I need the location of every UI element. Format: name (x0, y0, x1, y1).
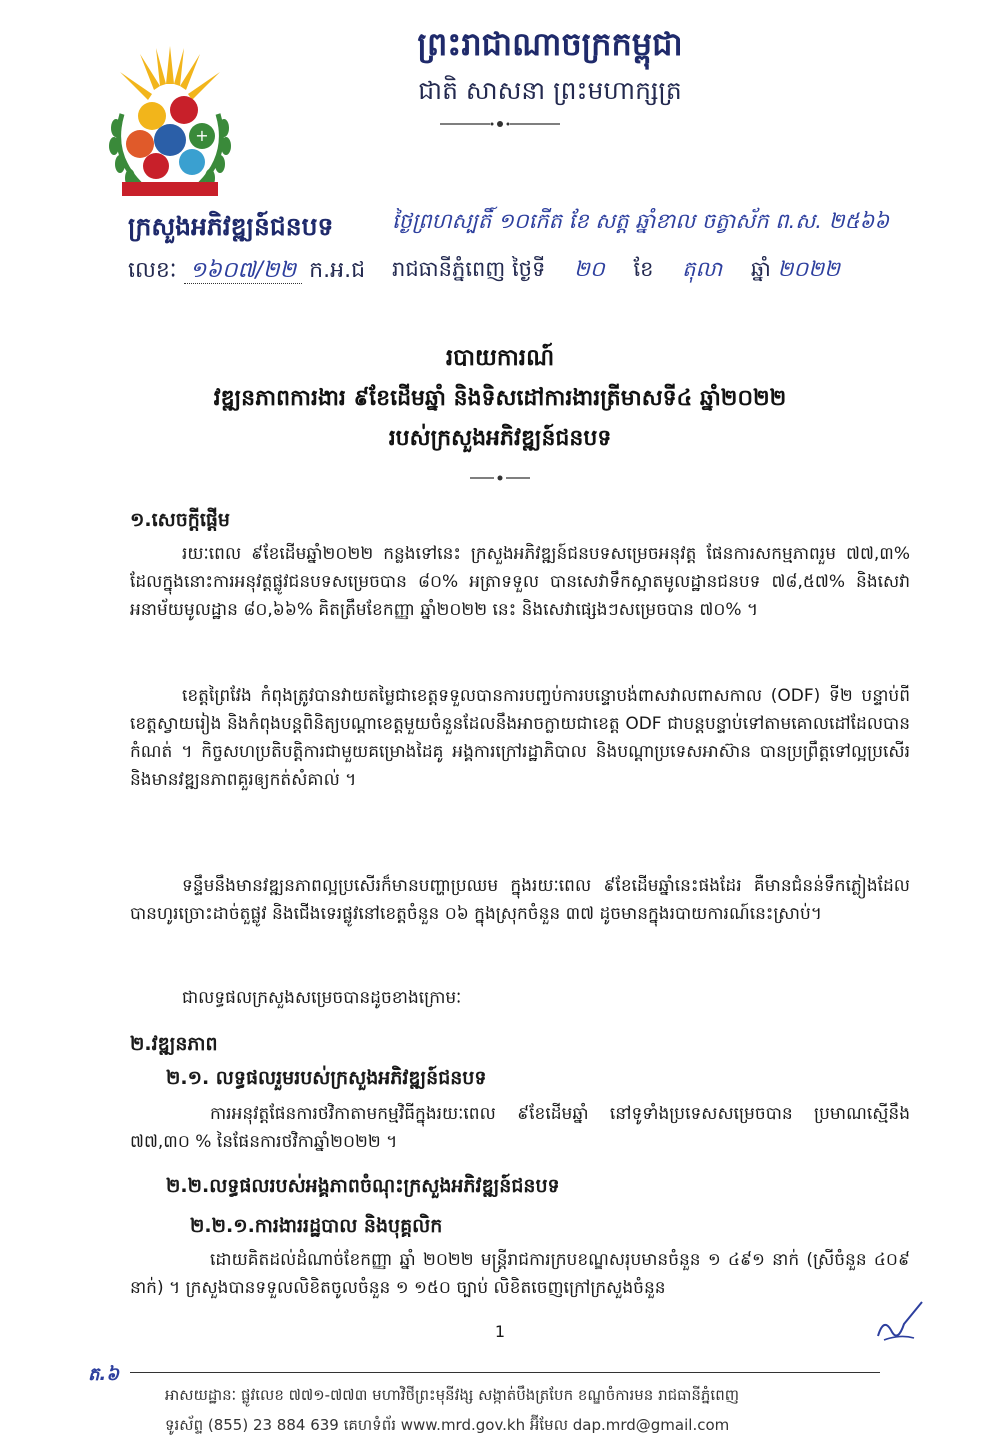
section-2-heading: ២.វឌ្ឍនភាព (130, 1033, 218, 1055)
title-ornament-icon (470, 472, 530, 484)
margin-mark: ត.៦ (88, 1364, 120, 1385)
section-1-paragraph-4: ជាលទ្ធផលក្រសួងសម្រេចបានដូចខាងក្រោមៈ (182, 988, 462, 1008)
section-2-1-paragraph: ការអនុវត្តផែនការថវិកាតាមកម្មវិធីក្នុងរយៈពេល ៩ខែដើមឆ្នាំ នៅទូទាំងប្រទេសសម្រេចបាន ប្រមាណស្មើនឹង ៧៧,៣០ % នៃផែនការថវិកាឆ្នាំ២០២២ ។ (130, 1104, 910, 1152)
solar-date-prefix: រាជធានីភ្នំពេញ ថ្ងៃទី (392, 257, 546, 281)
footer-divider (130, 1372, 880, 1373)
solar-year-label: ឆ្នាំ (750, 257, 771, 281)
solar-month: តុលា (682, 257, 723, 281)
footer-contact: ទូរស័ព្ទ (855) 23 884 639 គេហទំព័រ www.mrd.gov.kh អ៊ីមែល dap.mrd@gmail.com (165, 1416, 730, 1434)
section-1-paragraph-1: រយៈពេល ៩ខែដើមឆ្នាំ២០២២ កន្លងទៅនេះ ក្រសួងអភិវឌ្ឍន៍ជនបទសម្រេចអនុវត្ត ផែនការសកម្មភាពរួម ៧៧,៣% ដែលក្នុងនោះការអនុវត្តផ្លូវជនបទសម្រេចបាន ៨០% អត្រាទទួល បានសេវាទឹកស្អាតមូលដ្ឋានជនបទ ៧៨,៥៧% និងសេវាអនាម័យមូលដ្ឋាន ៨០,៦៦% គិតត្រឹមខែកញ្ញា ឆ្នាំ២០២២ នេះ និងសេវាផ្សេងៗសម្រេចបាន ៧០% ។ (130, 544, 910, 620)
lunar-date: ថ្ងៃព្រហស្បតិ៍ ១០កើត ខែ សត្ត ឆ្នាំខាល ចត្វាស័ក ព.ស. ២៥៦៦ (392, 209, 890, 233)
section-2-1-heading: ២.១. លទ្ធផលរួមរបស់ក្រសួងអភិវឌ្ឍន៍ជនបទ (166, 1067, 487, 1089)
ornament-divider-icon (440, 118, 560, 130)
report-title: របាយការណ៍ (445, 345, 555, 371)
kingdom-title: ព្រះរាជាណាចក្រកម្ពុជា (417, 25, 683, 63)
solar-date (392, 256, 840, 287)
ref-number-handwritten: ១៦០៧/២២ (184, 258, 303, 284)
solar-year: ២០២២ (777, 257, 841, 281)
solar-day: ២០ (574, 257, 605, 281)
section-2-2-heading: ២.២.លទ្ធផលរបស់អង្គភាពចំណុះក្រសួងអភិវឌ្ឍន៍ជនបទ (166, 1175, 560, 1197)
report-owner: របស់ក្រសួងអភិវឌ្ឍន៍ជនបទ (388, 426, 612, 451)
svg-text:+: + (195, 126, 209, 145)
section-1-paragraph-3: ទន្ទឹមនឹងមានវឌ្ឍនភាពល្អប្រសើរក៏មានបញ្ហាប្រឈម ក្នុងរយៈពេល ៩ខែដើមឆ្នាំនេះផងដែរ គឺមានជំនន់ទឹកភ្លៀងដែលបានហូរច្រោះដាច់តួផ្លូវ និងជើងទេរផ្លូវនៅខេត្តចំនួន ០៦ ក្នុងស្រុកចំនួន ៣៧ ដូចមានក្នុងរបាយការណ៍នេះស្រាប់។ (130, 876, 910, 924)
reference-number (128, 256, 365, 288)
ministry-logo (100, 44, 240, 204)
national-motto: ជាតិ សាសនា ព្រះមហាក្សត្រ (418, 76, 682, 105)
page-number: 1 (494, 1322, 506, 1341)
ministry-emblem-icon (100, 44, 240, 204)
section-1-paragraph-2: ខេត្តព្រៃវែង កំពុងត្រូវបានវាយតម្លៃជាខេត្តទទួលបានការបញ្ចប់ការបន្ទោបង់ពាសវាលពាសកាល (ODF) ទី២ បន្ទាប់ពីខេត្តស្វាយរៀង និងកំពុងបន្តពិនិត្យបណ្តាខេត្តមួយចំនួនដែលនឹងអាចក្លាយជាខេត្ត ODF ជាបន្តបន្ទាប់ទៅតាមគោលដៅដែលបានកំណត់ ។ កិច្ចសហប្រតិបត្តិការជាមួយគម្រោងដៃគូ អង្គការក្រៅរដ្ឋាភិបាល និងបណ្តាប្រទេសអាស៊ាន បានប្រព្រឹត្តទៅល្អប្រសើរ និងមានវឌ្ឍនភាពគួរឲ្យកត់សំគាល់ ។ (130, 686, 910, 790)
ministry-name: ក្រសួងអភិវឌ្ឍន៍ជនបទ (128, 212, 334, 241)
initial-signature-icon (870, 1296, 930, 1346)
section-1-heading: ១.សេចក្តីផ្តើម (130, 509, 230, 531)
ref-suffix: ក.អ.ជ (309, 258, 366, 283)
report-subtitle: វឌ្ឍនភាពការងារ ៩ខែដើមឆ្នាំ និងទិសដៅការងារត្រីមាសទី៤ ឆ្នាំ២០២២ (213, 386, 787, 411)
footer-address: អាសយដ្ឋានៈ ផ្លូវលេខ ៧៧១-៧៧៣ មហាវិថីព្រះមុនីវង្ស សង្កាត់បឹងត្របែក ខណ្ឌចំការមន រាជធានីភ្នំពេញ (165, 1386, 739, 1404)
solar-month-label: ខែ (633, 257, 654, 281)
ref-label: លេខៈ (128, 258, 177, 283)
section-2-2-1-heading: ២.២.១.ការងាររដ្ឋបាល និងបុគ្គលិក (190, 1215, 443, 1237)
section-2-2-1-paragraph: ដោយគិតដល់ដំណាច់ខែកញ្ញា ឆ្នាំ ២០២២ មន្ត្រីរាជការក្របខណ្ឌសរុបមានចំនួន ១ ៤៩១ នាក់ (ស្រីចំនួន ៤០៩ នាក់) ។ ក្រសួងបានទទួលលិខិតចូលចំនួន ១ ១៥០ ច្បាប់ លិខិតចេញក្រៅក្រសួងចំនួន (130, 1250, 910, 1298)
